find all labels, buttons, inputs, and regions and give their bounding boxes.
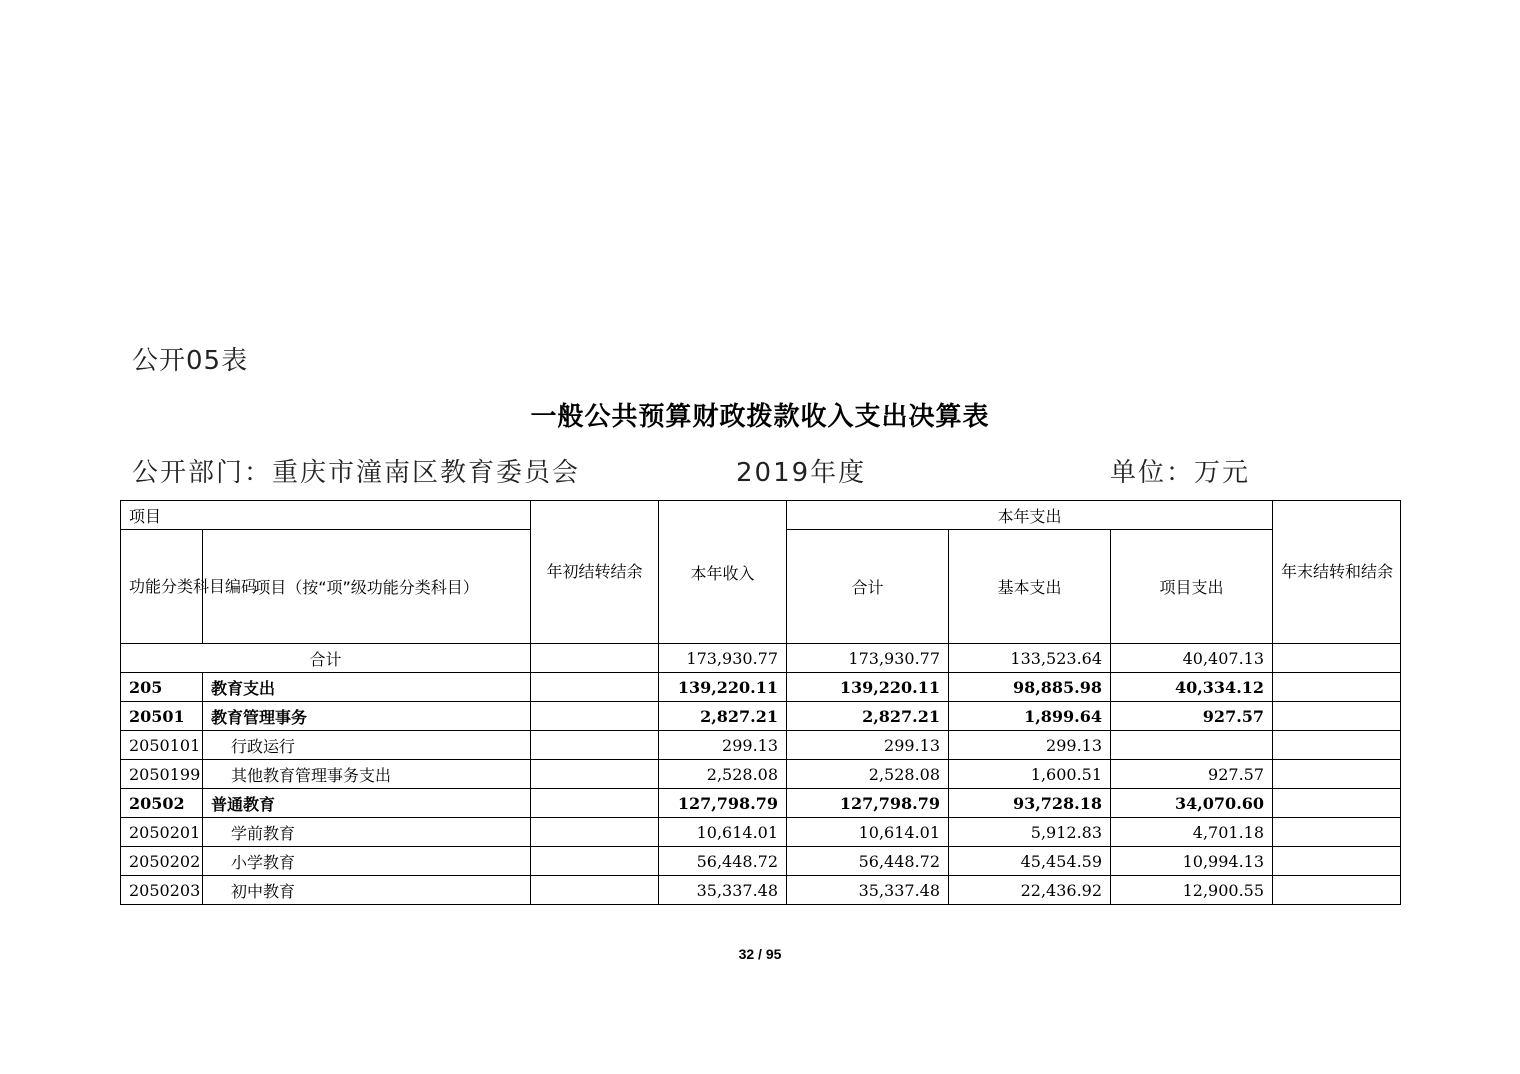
table-row <box>121 702 1401 731</box>
row-expense-basic: 5,912.83 <box>949 818 1111 847</box>
row-closing <box>1273 702 1401 731</box>
row-expense-basic: 1,899.64 <box>949 702 1111 731</box>
row-income: 35,337.48 <box>659 876 787 905</box>
row-income: 2,827.21 <box>659 702 787 731</box>
page-number: 32 / 95 <box>738 946 782 962</box>
header-income: 本年收入 <box>659 501 787 644</box>
header-expense-basic: 基本支出 <box>949 530 1111 644</box>
row-expense-total: 56,448.72 <box>787 847 949 876</box>
header-item-group: 项目 <box>121 501 531 530</box>
row-expense-total: 299.13 <box>787 731 949 760</box>
row-expense-basic: 1,600.51 <box>949 760 1111 789</box>
row-expense-total: 127,798.79 <box>787 789 949 818</box>
row-expense-total: 2,827.21 <box>787 702 949 731</box>
row-expense-project: 927.57 <box>1111 702 1273 731</box>
unit-label: 单位：万元 <box>1110 458 1251 488</box>
row-name: 学前教育 <box>203 818 531 847</box>
row-income: 139,220.11 <box>659 673 787 702</box>
row-expense-project: 34,070.60 <box>1111 789 1273 818</box>
table-row <box>121 847 1401 876</box>
row-expense-basic: 299.13 <box>949 731 1111 760</box>
row-closing <box>1273 818 1401 847</box>
header-expense-project: 项目支出 <box>1111 530 1273 644</box>
row-income: 56,448.72 <box>659 847 787 876</box>
row-expense-project: 12,900.55 <box>1111 876 1273 905</box>
row-expense-project: 40,334.12 <box>1111 673 1273 702</box>
document-title: 一般公共预算财政拨款收入支出决算表 <box>530 402 990 432</box>
row-closing <box>1273 847 1401 876</box>
row-expense-total: 2,528.08 <box>787 760 949 789</box>
row-expense-total: 139,220.11 <box>787 673 949 702</box>
row-income: 127,798.79 <box>659 789 787 818</box>
row-expense-total: 35,337.48 <box>787 876 949 905</box>
total-expense-basic: 133,523.64 <box>949 644 1111 673</box>
department-label: 公开部门：重庆市潼南区教育委员会 <box>132 458 581 488</box>
row-code: 20501 <box>121 702 203 731</box>
row-name: 教育支出 <box>203 673 531 702</box>
row-expense-basic: 93,728.18 <box>949 789 1111 818</box>
total-expense-project: 40,407.13 <box>1111 644 1273 673</box>
row-name: 行政运行 <box>203 731 531 760</box>
row-name: 教育管理事务 <box>203 702 531 731</box>
fiscal-year-label: 2019年度 <box>736 458 867 488</box>
total-income: 173,930.77 <box>659 644 787 673</box>
row-name: 初中教育 <box>203 876 531 905</box>
header-code: 功能分类科目编码 <box>121 530 203 644</box>
row-opening <box>531 847 659 876</box>
form-code: 公开05表 <box>132 346 249 376</box>
row-name: 其他教育管理事务支出 <box>203 760 531 789</box>
row-closing <box>1273 731 1401 760</box>
budget-table <box>120 500 1401 905</box>
row-closing <box>1273 760 1401 789</box>
row-closing <box>1273 673 1401 702</box>
row-income: 2,528.08 <box>659 760 787 789</box>
row-code: 2050201 <box>121 818 203 847</box>
row-expense-project: 4,701.18 <box>1111 818 1273 847</box>
row-code: 2050202 <box>121 847 203 876</box>
row-expense-project: 10,994.13 <box>1111 847 1273 876</box>
row-code: 2050199 <box>121 760 203 789</box>
row-name: 小学教育 <box>203 847 531 876</box>
row-expense-basic: 22,436.92 <box>949 876 1111 905</box>
row-code: 2050101 <box>121 731 203 760</box>
table-row-total <box>121 644 1401 673</box>
row-expense-total: 10,614.01 <box>787 818 949 847</box>
table-row <box>121 731 1401 760</box>
row-expense-basic: 98,885.98 <box>949 673 1111 702</box>
row-closing <box>1273 789 1401 818</box>
row-name: 普通教育 <box>203 789 531 818</box>
row-code: 2050203 <box>121 876 203 905</box>
total-expense-total: 173,930.77 <box>787 644 949 673</box>
header-expense-group: 本年支出 <box>787 501 1273 530</box>
row-income: 10,614.01 <box>659 818 787 847</box>
header-closing-balance: 年末结转和结余 <box>1273 501 1401 644</box>
row-expense-basic: 45,454.59 <box>949 847 1111 876</box>
header-expense-total: 合计 <box>787 530 949 644</box>
table-row <box>121 760 1401 789</box>
total-label: 合计 <box>121 644 531 673</box>
row-code: 205 <box>121 673 203 702</box>
row-opening <box>531 731 659 760</box>
row-opening <box>531 876 659 905</box>
row-code: 20502 <box>121 789 203 818</box>
row-closing <box>1273 876 1401 905</box>
row-income: 299.13 <box>659 731 787 760</box>
total-closing <box>1273 644 1401 673</box>
row-expense-project: 927.57 <box>1111 760 1273 789</box>
row-opening <box>531 702 659 731</box>
total-opening <box>531 644 659 673</box>
row-opening <box>531 818 659 847</box>
header-opening-balance: 年初结转结余 <box>531 501 659 644</box>
table-row <box>121 818 1401 847</box>
table-row <box>121 789 1401 818</box>
table-row <box>121 673 1401 702</box>
row-opening <box>531 760 659 789</box>
row-opening <box>531 789 659 818</box>
header-item-name: 项目（按“项”级功能分类科目） <box>203 530 531 644</box>
row-expense-project <box>1111 731 1273 760</box>
row-opening <box>531 673 659 702</box>
table-row <box>121 876 1401 905</box>
